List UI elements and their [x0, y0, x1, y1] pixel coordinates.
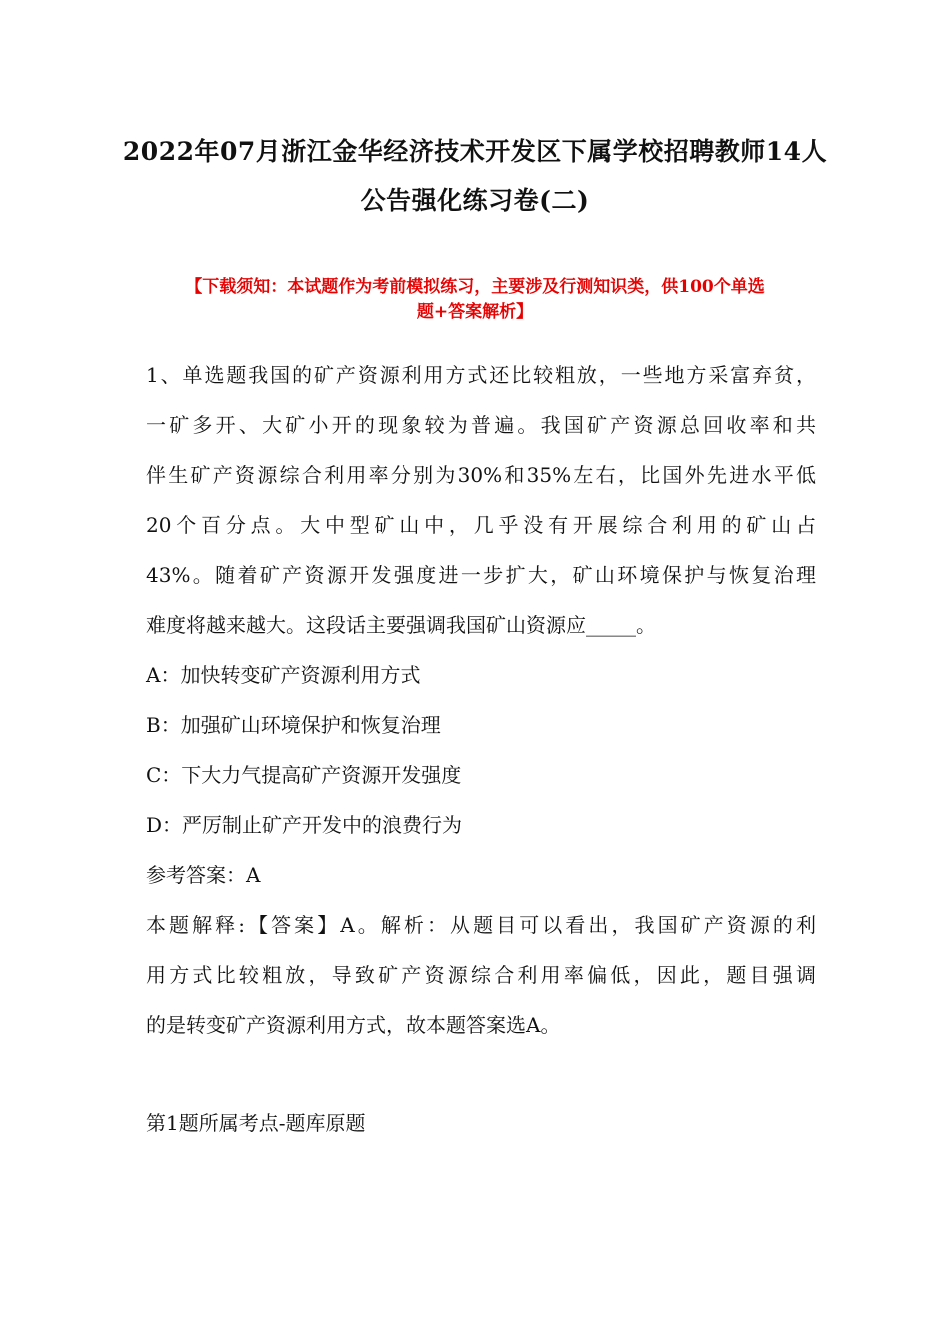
reference-answer: 参考答案：A	[146, 863, 261, 887]
explanation-line-3: 的是转变矿产资源利用方式，故本题答案选A。	[146, 1013, 561, 1037]
option-d: D：严厉制止矿产开发中的浪费行为	[146, 813, 463, 837]
option-b: B：加强矿山环境保护和恢复治理	[146, 713, 441, 737]
question-text-line-3: 伴生矿产资源综合利用率分别为30%和35%左右，比国外先进水平低	[146, 463, 816, 487]
question-topic: 第1题所属考点-题库原题	[146, 1111, 366, 1135]
document-title-line-1: 2022年07月浙江金华经济技术开发区下属学校招聘教师14人	[122, 137, 828, 166]
question-text-line-6: 难度将越来越大。这段话主要强调我国矿山资源应_____。	[146, 613, 656, 637]
document-title-line-2: 公告强化练习卷(二)	[360, 186, 590, 215]
explanation-line-1: 本题解释:【答案】A。解析：从题目可以看出，我国矿产资源的利	[146, 913, 816, 937]
download-notice-line-1: 【下载须知：本试题作为考前模拟练习，主要涉及行测知识类，供100个单选	[185, 277, 765, 297]
question-text-line-2: 一矿多开、大矿小开的现象较为普遍。我国矿产资源总回收率和共	[146, 413, 816, 437]
download-notice-line-2: 题+答案解析】	[416, 302, 534, 322]
option-a: A：加快转变矿产资源利用方式	[146, 663, 421, 687]
explanation-line-2: 用方式比较粗放，导致矿产资源综合利用率偏低，因此，题目强调	[146, 963, 816, 987]
question-text-line-1: 1、单选题我国的矿产资源利用方式还比较粗放，一些地方采富弃贫，	[146, 363, 816, 387]
question-text-line-4: 20个百分点。大中型矿山中，几乎没有开展综合利用的矿山占	[146, 513, 816, 537]
question-text-line-5: 43%。随着矿产资源开发强度进一步扩大，矿山环境保护与恢复治理	[146, 563, 816, 587]
option-c: C：下大力气提高矿产资源开发强度	[146, 763, 462, 787]
